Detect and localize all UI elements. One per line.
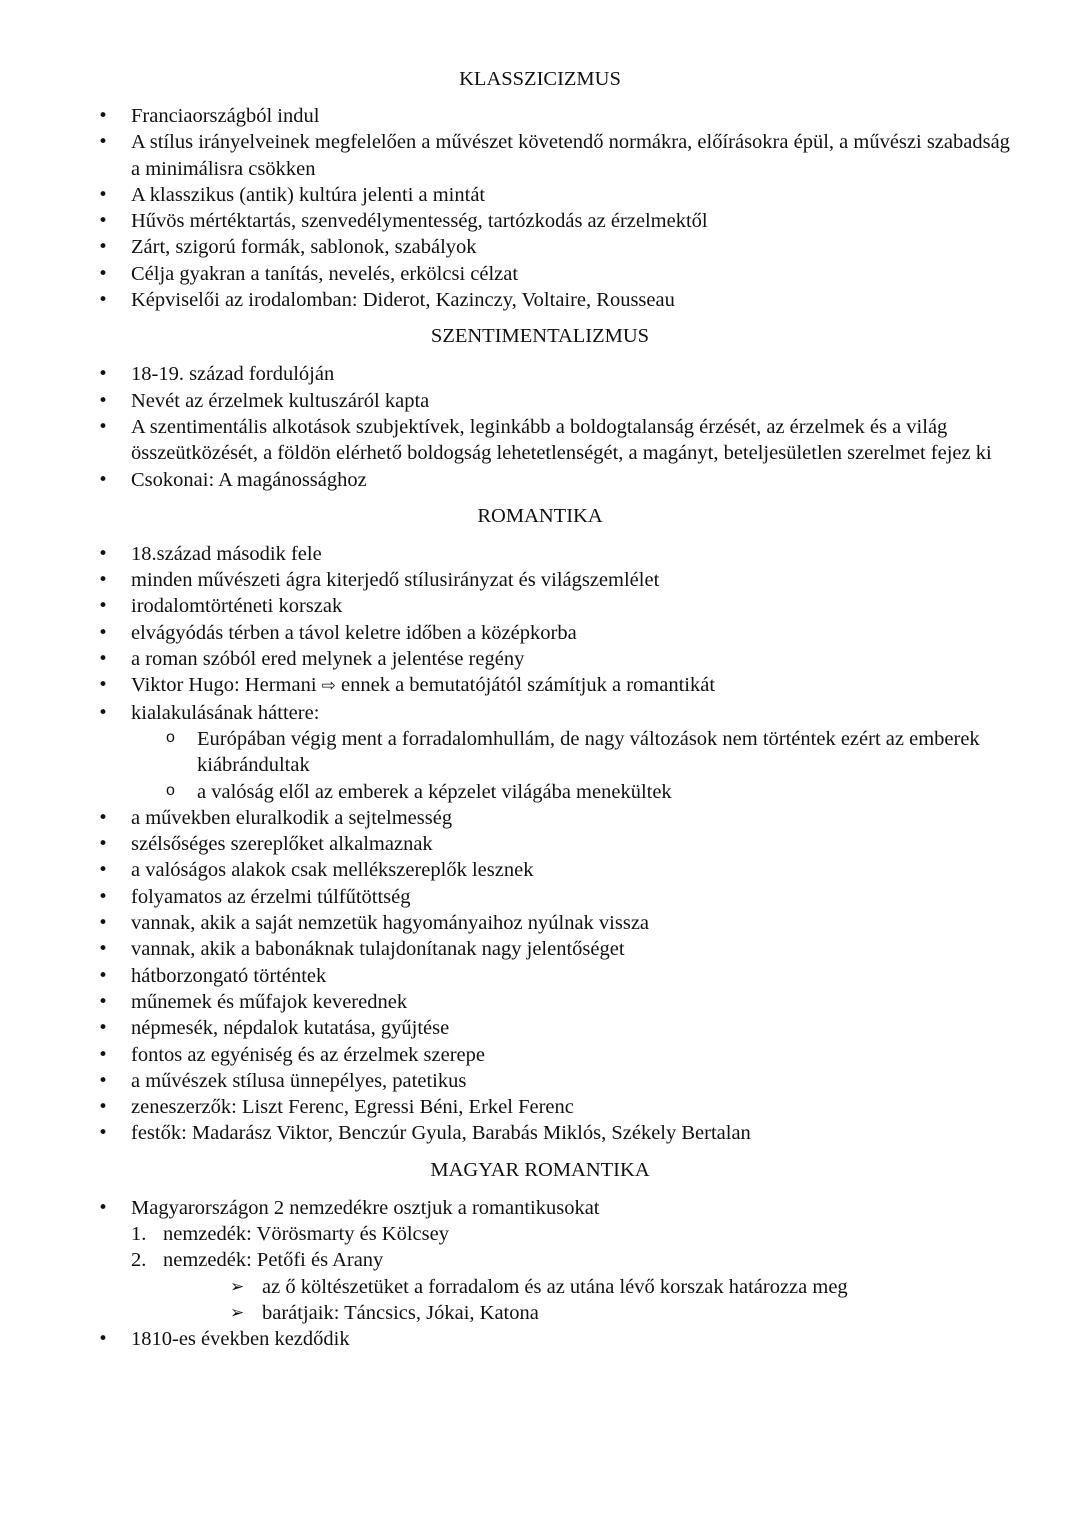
list-item: • a művészek stílusa ünnepélyes, patetikus bbox=[0, 1068, 1080, 1094]
list-item: • a valóságos alakok csak mellékszereplők lesznek bbox=[0, 857, 1080, 883]
arrowhead-icon: ➢ bbox=[230, 1276, 245, 1297]
list-item: • a művekben eluralkodik a sejtelmesség bbox=[0, 805, 1080, 831]
arrowhead-icon: ➢ bbox=[230, 1302, 245, 1323]
list-item: • A klasszikus (antik) kultúra jelenti a mintát bbox=[0, 182, 1080, 208]
heading-szentimentalizmus: SZENTIMENTALIZMUS bbox=[430, 325, 650, 348]
list-item: • népmesék, népdalok kutatása, gyűjtése bbox=[0, 1015, 1080, 1041]
list-item: • a roman szóból ered melynek a jelentése regény bbox=[0, 646, 1080, 672]
list-klasszicizmus bbox=[0, 103, 1080, 313]
list-item: • kialakulásának háttere: bbox=[0, 700, 1080, 726]
arrow-item bbox=[0, 1274, 1080, 1300]
list-item: • Magyarországon 2 nemzedékre osztjuk a romantikusokat bbox=[0, 1195, 1080, 1221]
list-item: • Csokonai: A magánossághoz bbox=[0, 467, 1080, 493]
heading-magyar-romantika: MAGYAR ROMANTIKA bbox=[430, 1158, 650, 1181]
list-item: • zeneszerzők: Liszt Ferenc, Egressi Béni, Erkel Ferenc bbox=[0, 1094, 1080, 1120]
list-item: • irodalomtörténeti korszak bbox=[0, 593, 1080, 619]
sub-list-item: o a valóság elől az emberek a képzelet világába menekültek bbox=[0, 779, 1080, 805]
numbered-item bbox=[0, 1247, 1080, 1273]
heading-romantika: ROMANTIKA bbox=[477, 504, 603, 527]
arrow-item bbox=[0, 1300, 1080, 1326]
list-item: • festők: Madarász Viktor, Benczúr Gyula, Barabás Miklós, Székely Bertalan bbox=[0, 1120, 1080, 1146]
list-item: • A szentimentális alkotások szubjektívek, leginkább a boldogtalanság érzését, az érzelmek és a világ összeütközését, a földön elérhető boldogság lehetetlenségét, a magányt, beteljesületlen szerelmet fejez ki bbox=[0, 414, 1080, 467]
arrow-item-text: barátjaik: Táncsics, Jókai, Katona bbox=[262, 1301, 539, 1324]
list-item: • fontos az egyéniség és az érzelmek szerepe bbox=[0, 1042, 1080, 1068]
hugo-text: Viktor Hugo: Hermani bbox=[131, 674, 317, 697]
list-item: • Képviselői az irodalomban: Diderot, Kazinczy, Voltaire, Rousseau bbox=[0, 287, 1080, 313]
list-item: • műnemek és műfajok keverednek bbox=[0, 989, 1080, 1015]
list-item: • Franciaországból indul bbox=[0, 103, 1080, 129]
list-item: • vannak, akik a babonáknak tulajdonítanak nagy jelentőséget bbox=[0, 936, 1080, 962]
list-item: • hátborzongató történtek bbox=[0, 963, 1080, 989]
list-item: • 18.század második fele bbox=[0, 541, 1080, 567]
list-item: • Célja gyakran a tanítás, nevelés, erkölcsi célzat bbox=[0, 261, 1080, 287]
list-item: • folyamatos az érzelmi túlfűtöttség bbox=[0, 884, 1080, 910]
arrow-item-text: az ő költészetüket a forradalom és az utána lévő korszak határozza meg bbox=[262, 1275, 848, 1298]
list-romantika bbox=[0, 541, 1080, 1147]
right-arrow-icon: ⇨ bbox=[321, 676, 336, 697]
list-item: • szélsőséges szereplőket alkalmaznak bbox=[0, 831, 1080, 857]
hugo-text-after: ennek a bemutatójától számítjuk a romantikát bbox=[341, 674, 716, 697]
numbered-item bbox=[0, 1221, 1080, 1247]
list-item: • minden művészeti ágra kiterjedő stílusirányzat és világszemlélet bbox=[0, 567, 1080, 593]
list-item: • 1810-es években kezdődik bbox=[0, 1326, 1080, 1352]
sub-list-item: o Európában végig ment a forradalomhullám, de nagy változások nem történtek ezért az emberek kiábrándultak bbox=[0, 726, 1080, 779]
list-item: • 18-19. század fordulóján bbox=[0, 361, 1080, 387]
list-item: • A stílus irányelveinek megfelelően a művészet követendő normákra, előírásokra épül, a művészi szabadság a minimálisra csökken bbox=[0, 129, 1080, 182]
heading-klasszicizmus: KLASSZICIZMUS bbox=[459, 68, 621, 90]
list-item: • elvágyódás térben a távol keletre időben a középkorba bbox=[0, 620, 1080, 646]
list-item: • Zárt, szigorú formák, sablonok, szabályok bbox=[0, 234, 1080, 260]
list-szentimentalizmus bbox=[0, 361, 1080, 492]
numbered-item-text: nemzedék: Petőfi és Arany bbox=[163, 1249, 384, 1272]
list-item: • Hűvös mértéktartás, szenvedélymentesség, tartózkodás az érzelmektől bbox=[0, 208, 1080, 234]
item-number: 1. bbox=[131, 1222, 147, 1245]
list-item-hugo bbox=[0, 672, 1080, 699]
numbered-item-text: nemzedék: Vörösmarty és Kölcsey bbox=[163, 1222, 449, 1245]
list-magyar-romantika bbox=[0, 1195, 1080, 1353]
list-item: • vannak, akik a saját nemzetük hagyományaihoz nyúlnak vissza bbox=[0, 910, 1080, 936]
item-number: 2. bbox=[131, 1249, 147, 1272]
list-item: • Nevét az érzelmek kultuszáról kapta bbox=[0, 388, 1080, 414]
